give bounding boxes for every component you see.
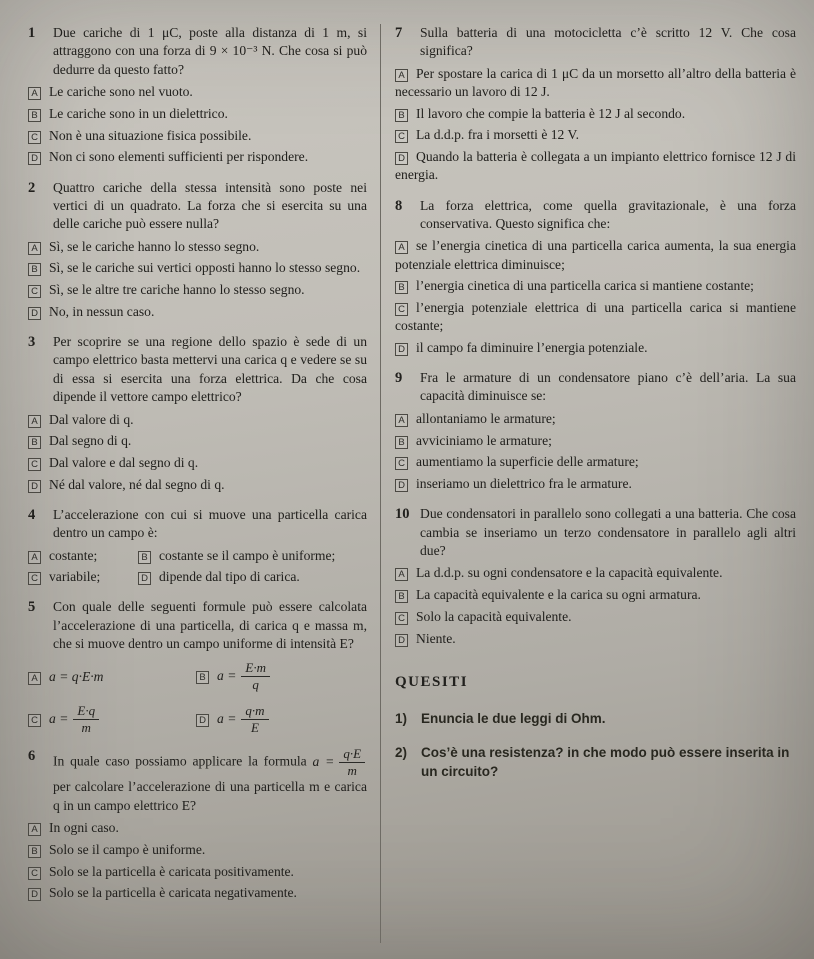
question-5: [28, 598, 367, 735]
option-text: avviciniamo le armature;: [416, 432, 552, 448]
answer-option: [28, 568, 134, 586]
answer-option: [138, 547, 367, 565]
option-letter-box: C: [28, 572, 41, 585]
fraction-numerator: E·m: [241, 661, 270, 677]
option-text: Solo la capacità equivalente.: [416, 608, 572, 624]
option-text: Sì, se le cariche sui vertici opposti hanno lo stesso segno.: [49, 260, 361, 276]
option-text: allontaniamo le armature;: [416, 410, 556, 426]
option-text: Le cariche sono in un dielettrico.: [49, 105, 228, 121]
question-7: [395, 24, 796, 185]
option-text: dipende dal tipo di carica.: [159, 569, 300, 585]
option-letter-box: A: [28, 823, 41, 836]
option-text: l’energia cinetica di una particella carica si mantiene costante;: [416, 278, 754, 294]
answer-option: [28, 432, 367, 450]
option-text: inseriamo un dielettrico fra le armature.: [416, 475, 632, 491]
option-letter-box: B: [196, 671, 209, 684]
option-text: Non è una situazione fisica possibile.: [49, 127, 252, 143]
option-letter-box: A: [395, 568, 408, 581]
quesiti-item-text: Enuncia le due leggi di Ohm.: [421, 710, 606, 726]
option-text: Solo se la particella è caricata positivamente.: [49, 863, 294, 879]
answer-options: [395, 237, 796, 357]
option-letter-box: D: [196, 714, 209, 727]
option-letter-box: D: [395, 479, 408, 492]
option-letter-box: A: [28, 551, 41, 564]
option-text: No, in nessun caso.: [49, 303, 155, 319]
question-text: Per scoprire se una regione dello spazio è sede di un campo elettrico basta mettervi una carica q e vedere se su di essa si esercita una forza elettrica. Da che cosa dipende il vettore campo elettrico?: [53, 334, 367, 405]
answer-option: [28, 411, 367, 429]
question-9: [395, 369, 796, 493]
question-text: L’accelerazione con cui si muove una particella carica dentro un campo è:: [53, 507, 367, 541]
answer-option: [28, 884, 367, 902]
option-text: costante;: [49, 547, 98, 563]
option-text: aumentiamo la superficie delle armature;: [416, 454, 639, 470]
option-text: La capacità equivalente e la carica su ogni armatura.: [416, 587, 701, 603]
answer-options: [395, 65, 796, 185]
quesiti-item-number: 2): [395, 744, 408, 760]
question-number: 3: [28, 334, 36, 351]
formula: a = $\frac{E\cdot m}{q}$: [217, 668, 272, 683]
fraction-denominator: m: [347, 763, 357, 779]
answer-option: [28, 668, 196, 686]
answer-option: [395, 148, 796, 184]
answer-option: [395, 410, 796, 428]
question-number: 5: [28, 599, 36, 616]
option-text: costante se il campo è uniforme;: [159, 547, 336, 563]
answer-options: [28, 83, 367, 166]
answer-option: [395, 630, 796, 648]
option-text: Le cariche sono nel vuoto.: [49, 84, 193, 100]
option-letter-box: B: [395, 436, 408, 449]
answer-option: [28, 476, 367, 494]
answer-option: [196, 704, 367, 735]
answer-option: [28, 259, 367, 277]
question-number: 10: [395, 506, 410, 523]
question-number: 7: [395, 25, 403, 41]
question-6: [28, 747, 367, 902]
fraction-denominator: q: [252, 677, 259, 693]
option-letter-box: B: [28, 109, 41, 122]
answer-options: [395, 564, 796, 647]
question-number: 2: [28, 179, 36, 196]
option-letter-box: D: [395, 634, 408, 647]
question-4: [28, 506, 367, 586]
option-text: Non ci sono elementi sufficienti per rispondere.: [49, 149, 309, 165]
questions-column-left: [28, 24, 380, 943]
answer-options: [28, 411, 367, 494]
answer-option: [395, 475, 796, 493]
option-letter-box: C: [28, 458, 41, 471]
formula: a = $\frac{q\cdot E}{m}$: [313, 754, 367, 769]
question-text: Con quale delle seguenti formule può essere calcolata l’accelerazione di una particella, di carica q e massa m, che si muove dentro un campo uniforme di intensità E?: [53, 599, 367, 652]
fraction-denominator: m: [81, 720, 91, 736]
question-8: [395, 197, 796, 358]
question-text: Due cariche di 1 μC, poste alla distanza di 1 m, si attraggono con una forza di 9 × 10⁻³ N. Che cosa si può dedurre da questo fatto?: [53, 25, 367, 77]
question-text: Due condensatori in parallelo sono collegati a una batteria. Che cosa cambia se inseriamo un terzo condensatore in parallelo agli altri due?: [420, 506, 796, 558]
option-letter-box: C: [28, 714, 41, 727]
fraction-numerator: E·q: [73, 704, 99, 720]
quesiti-item-text: Cos’è una resistenza? in che modo può essere inserita in un circuito?: [421, 744, 790, 779]
question-3: [28, 333, 367, 494]
answer-option: [395, 339, 796, 357]
option-letter-box: B: [395, 281, 408, 294]
option-text: se l’energia cinetica di una particella carica aumenta, la sua energia potenziale elettrica diminuisce;: [395, 238, 796, 272]
question-10: [395, 505, 796, 648]
question-1: [28, 24, 367, 167]
answer-option: [28, 863, 367, 881]
option-letter-box: A: [395, 414, 408, 427]
option-text: Dal segno di q.: [49, 433, 132, 449]
answer-option: [28, 148, 367, 166]
option-letter-box: A: [28, 415, 41, 428]
option-text: Per spostare la carica di 1 μC da un morsetto all’altro della batteria è necessario un lavoro di 12 J.: [395, 65, 796, 100]
option-text: In ogni caso.: [49, 820, 119, 836]
question-text: Sulla batteria di una motocicletta c’è scritto 12 V. Che cosa significa?: [420, 25, 796, 59]
quesiti-item-number: 1): [395, 710, 408, 726]
answer-option: [395, 237, 796, 273]
answer-option: [395, 299, 796, 335]
option-letter-box: B: [395, 109, 408, 122]
option-letter-box: B: [28, 845, 41, 858]
answer-option: [28, 303, 367, 321]
question-number: 9: [395, 370, 403, 387]
answer-option: [395, 432, 796, 450]
questions-column-right: [381, 24, 796, 943]
question-2: [28, 179, 367, 322]
option-text: Dal valore e dal segno di q.: [49, 455, 199, 471]
question-number: 8: [395, 197, 403, 214]
fraction-numerator: q·m: [241, 704, 268, 720]
answer-option: [395, 586, 796, 604]
quesiti-item: [395, 743, 796, 781]
option-letter-box: D: [138, 572, 151, 585]
question-text: Fra le armature di un condensatore piano c’è dell’aria. La sua capacità diminuisce se:: [420, 370, 796, 404]
option-text: Quando la batteria è collegata a un impianto elettrico fornisce 12 J di energia.: [395, 149, 796, 183]
answer-option: [138, 568, 367, 586]
answer-option: [395, 105, 796, 123]
option-letter-box: C: [395, 457, 408, 470]
option-letter-box: A: [395, 69, 408, 82]
option-letter-box: D: [395, 152, 408, 165]
answer-option: [28, 841, 367, 859]
option-letter-box: D: [395, 343, 408, 356]
answer-option: [28, 83, 367, 101]
option-text: Solo se la particella è caricata negativamente.: [49, 885, 297, 901]
option-letter-box: A: [28, 242, 41, 255]
option-letter-box: D: [28, 152, 41, 165]
option-letter-box: B: [395, 590, 408, 603]
option-text: Dal valore di q.: [49, 411, 134, 427]
option-text: Solo se il campo è uniforme.: [49, 841, 206, 857]
question-text: In quale caso possiamo applicare la formula a = $\frac{q\cdot E}{m}$ per calcolare l’accelerazione di una particella m e carica q in un campo elettrico E?: [53, 746, 367, 813]
option-text: il campo fa diminuire l’energia potenziale.: [416, 339, 648, 355]
answer-options: [28, 547, 367, 586]
answer-option: [28, 819, 367, 837]
answer-options: [395, 410, 796, 493]
option-letter-box: A: [28, 87, 41, 100]
option-letter-box: D: [28, 307, 41, 320]
answer-option: [28, 238, 367, 256]
option-text: Niente.: [416, 630, 456, 646]
question-text: La forza elettrica, come quella gravitazionale, è una forza conservativa. Questo significa che:: [420, 197, 796, 231]
question-number: 1: [28, 25, 36, 41]
question-number: 6: [28, 748, 36, 765]
answer-option: [28, 127, 367, 145]
option-text: Il lavoro che compie la batteria è 12 J al secondo.: [416, 105, 686, 121]
fraction-denominator: E: [250, 720, 259, 736]
answer-option: [28, 281, 367, 299]
formula: a = $\frac{E\cdot q}{m}$: [49, 711, 101, 726]
answer-option: [196, 661, 367, 692]
formula: a = $\frac{q\cdot m}{E}$: [217, 711, 271, 726]
question-text: Quattro cariche della stessa intensità sono poste nei vertici di un quadrato. La forza che si esercita su una delle cariche può essere nulla?: [53, 179, 367, 232]
option-letter-box: C: [28, 285, 41, 298]
option-letter-box: A: [28, 672, 41, 685]
option-text: Sì, se le altre tre cariche hanno lo stesso segno.: [49, 282, 305, 298]
answer-option: [395, 65, 796, 101]
option-letter-box: C: [395, 612, 408, 625]
option-letter-box: C: [28, 867, 41, 880]
option-letter-box: D: [28, 480, 41, 493]
option-letter-box: B: [28, 436, 41, 449]
option-letter-box: A: [395, 241, 408, 254]
answer-option: [395, 453, 796, 471]
option-text: l’energia potenziale elettrica di una particella carica si mantiene costante;: [395, 299, 796, 334]
answer-option: [28, 454, 367, 472]
option-text: variabile;: [49, 569, 101, 585]
quesiti-title: QUESITI: [395, 673, 469, 690]
option-letter-box: C: [395, 303, 408, 316]
answer-option: [395, 126, 796, 144]
answer-options: [28, 238, 367, 321]
option-text: La d.d.p. su ogni condensatore e la capacità equivalente.: [416, 565, 723, 581]
answer-option: [28, 105, 367, 123]
option-letter-box: C: [395, 130, 408, 143]
answer-option: [395, 608, 796, 626]
option-text: La d.d.p. fra i morsetti è 12 V.: [416, 127, 579, 143]
fraction-numerator: q·E: [339, 747, 365, 763]
formula: a = q·E·m: [49, 668, 104, 684]
quesiti-section: [395, 674, 796, 781]
option-letter-box: B: [28, 263, 41, 276]
quesiti-item: [395, 709, 796, 728]
answer-option: [28, 547, 134, 565]
option-letter-box: B: [138, 551, 151, 564]
answer-options: [28, 661, 367, 735]
answer-options: [28, 819, 367, 902]
question-number: 4: [28, 507, 36, 523]
option-letter-box: C: [28, 131, 41, 144]
answer-option: [395, 277, 796, 295]
option-letter-box: D: [28, 888, 41, 901]
answer-option: [395, 564, 796, 582]
option-text: Sì, se le cariche hanno lo stesso segno.: [49, 238, 260, 254]
option-text: Né dal valore, né dal segno di q.: [49, 476, 225, 492]
answer-option: [28, 704, 196, 735]
